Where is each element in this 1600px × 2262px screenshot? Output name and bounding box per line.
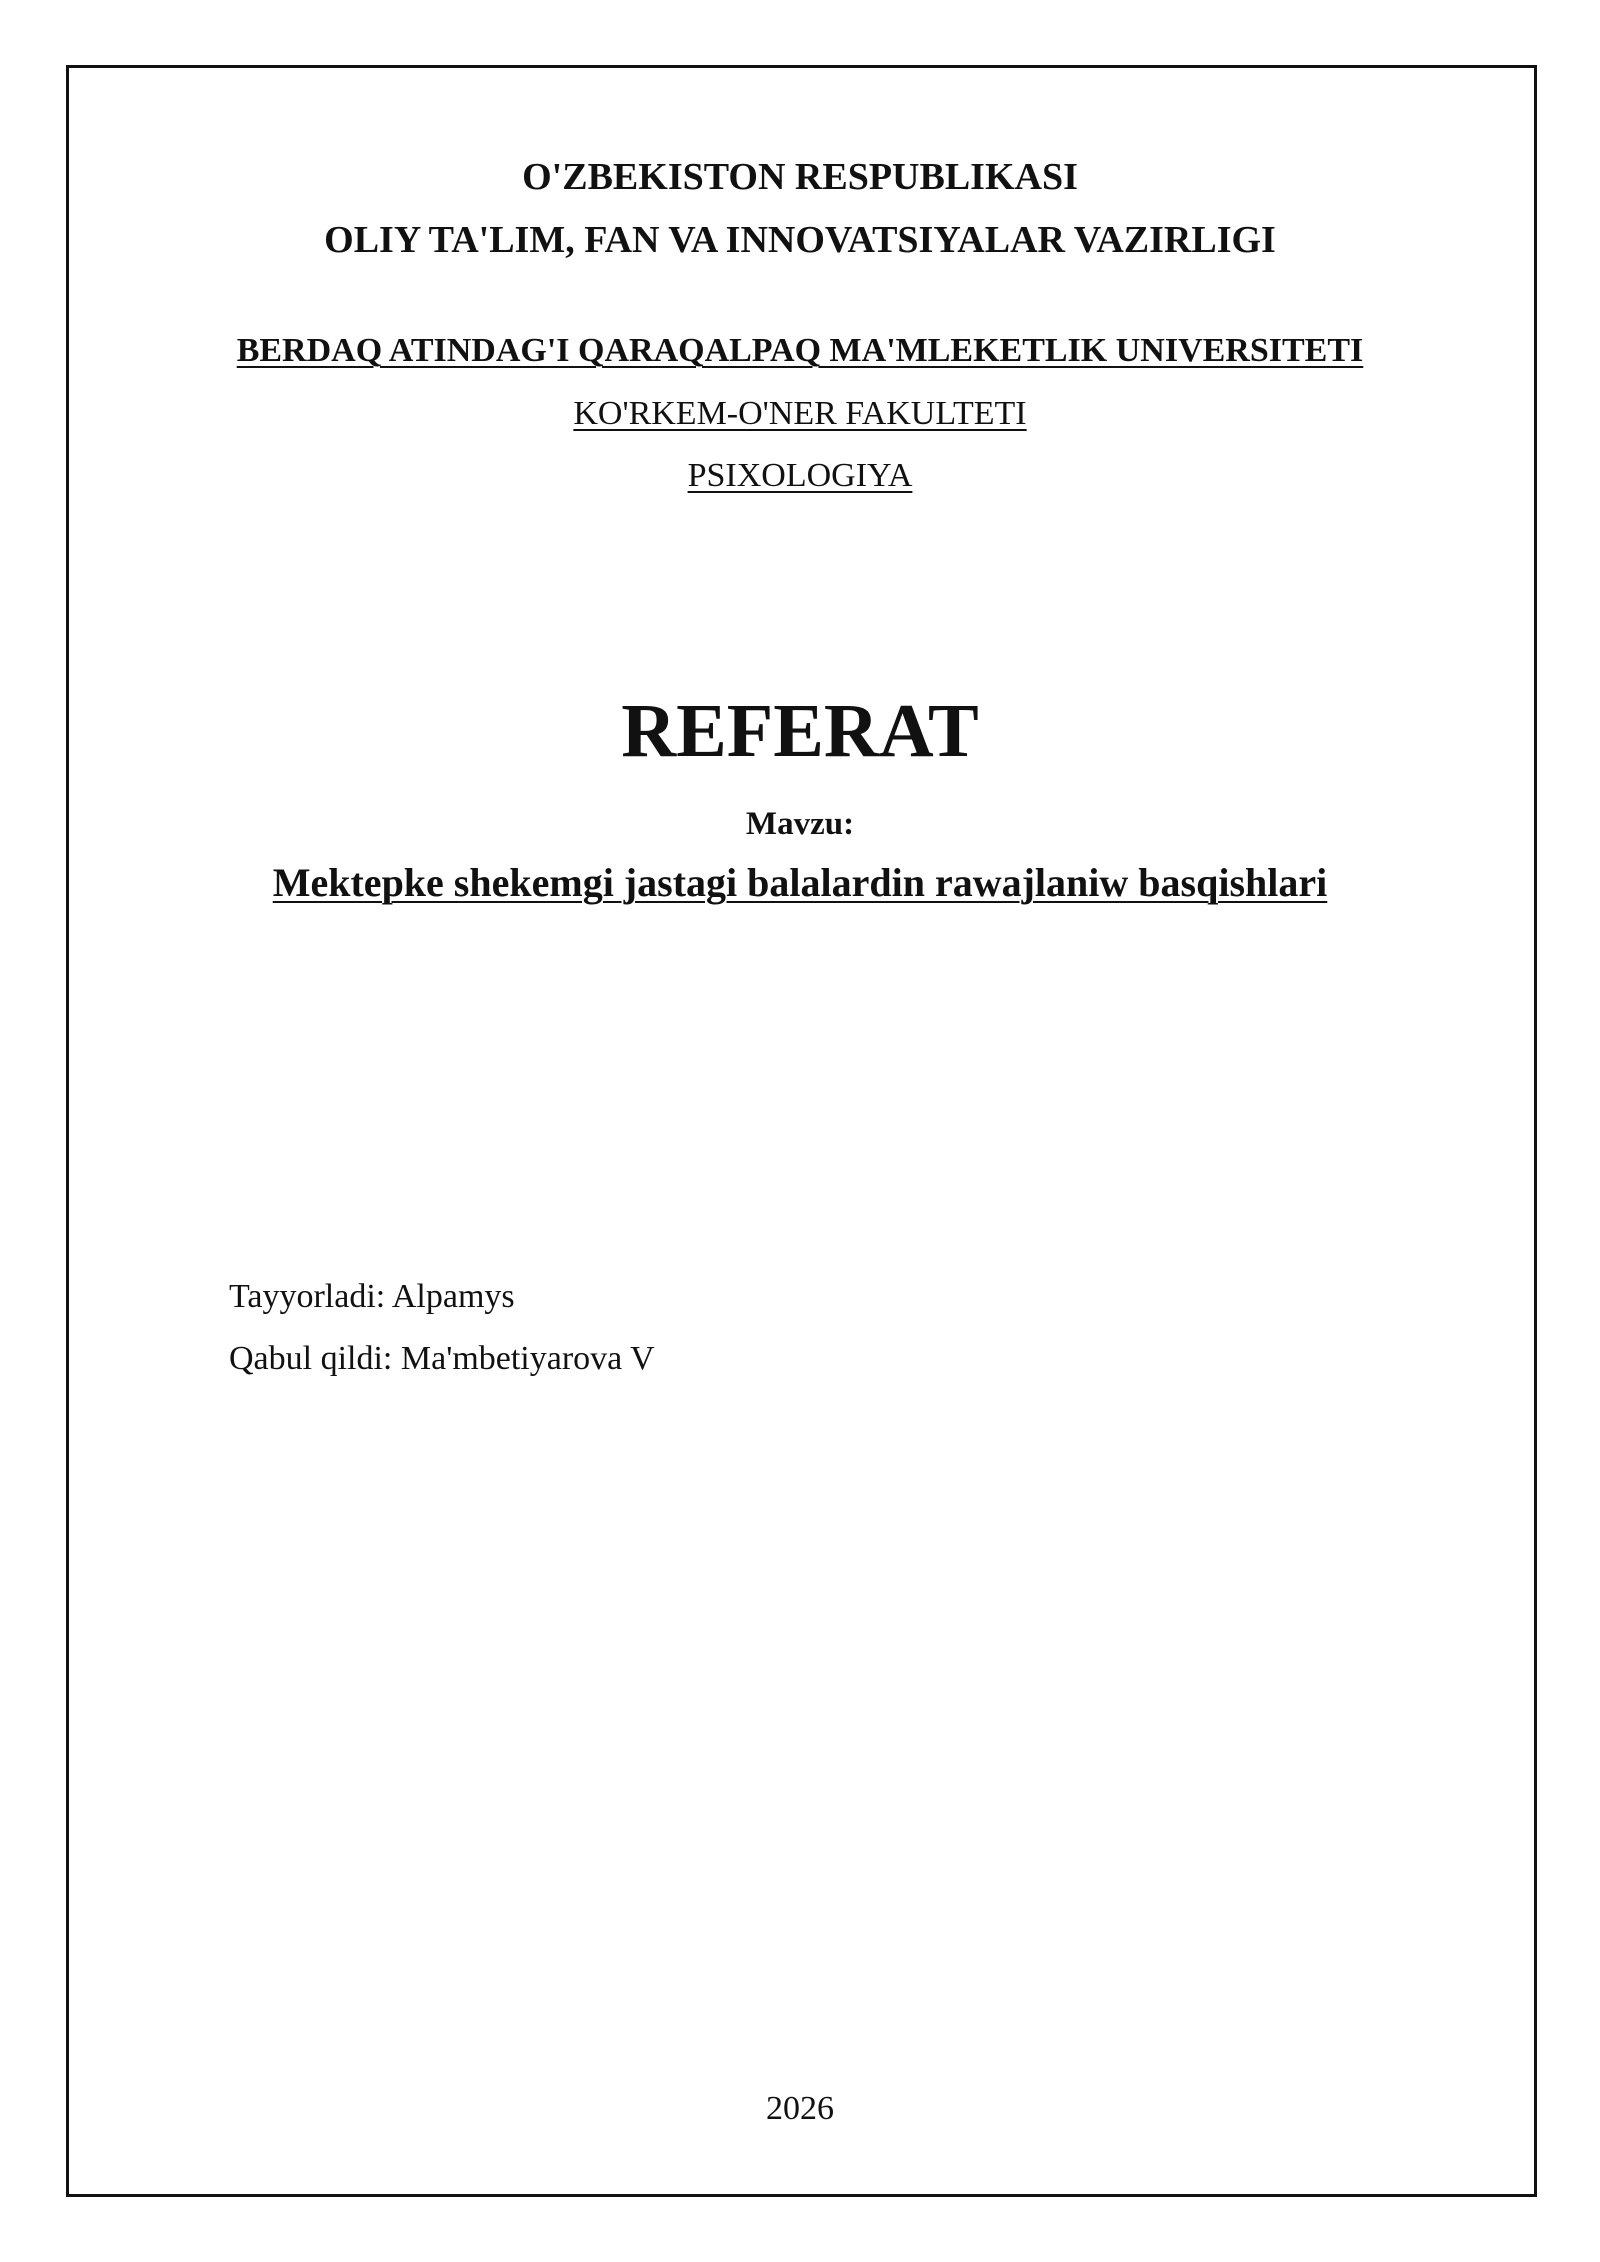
document-type-title: REFERAT: [621, 689, 979, 773]
university-name: BERDAQ ATINDAG'I QARAQALPAQ MA'MLEKETLIK UNIVERSITETI: [236, 332, 1364, 369]
year: 2026: [766, 2090, 834, 2127]
ministry-heading: OLIY TA'LIM, FAN VA INNOVATSIYALAR VAZIRLIGI: [324, 219, 1276, 261]
faculty-name: KO'RKEM-O'NER FAKULTETI: [573, 395, 1027, 432]
topic-label: Mavzu:: [745, 806, 855, 842]
prepared-by: Tayyorladi: Alpamys: [229, 1278, 515, 1315]
topic-title: Mektepke shekemgi jastagi balalardin rawajlaniw basqishlari: [272, 860, 1328, 905]
department-name: PSIXOLOGIYA: [687, 457, 913, 494]
country-heading: O'ZBEKISTON RESPUBLIKASI: [522, 156, 1078, 198]
accepted-by: Qabul qildi: Ma'mbetiyarova V: [229, 1340, 655, 1377]
page-border: [66, 65, 1537, 2197]
